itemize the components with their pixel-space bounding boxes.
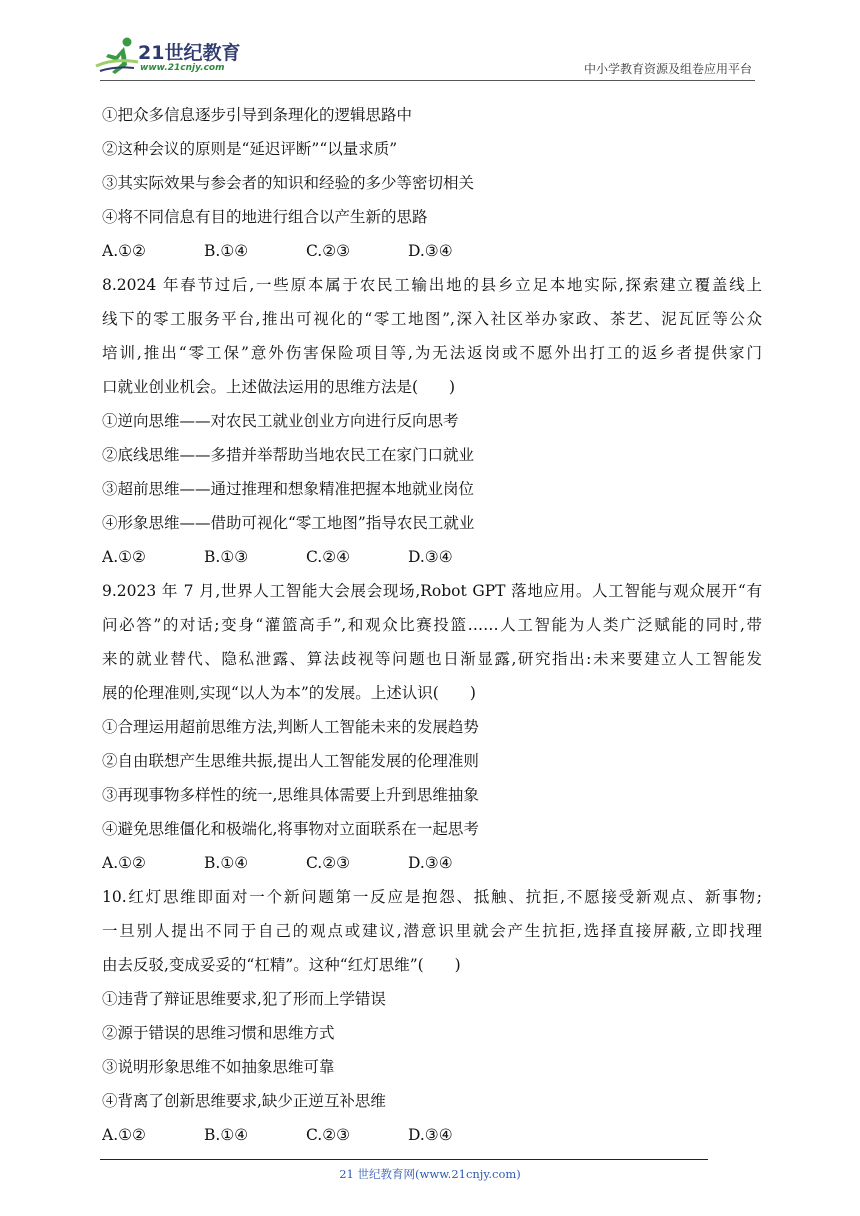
choice-d[interactable]: D.③④ [408,242,453,260]
option-line: ④避免思维僵化和极端化,将事物对立面联系在一起思考 [102,820,479,838]
option-line: ④背离了创新思维要求,缺少正逆互补思维 [102,1092,386,1110]
question-content [102,98,762,1152]
question-stem-line: 线下的零工服务平台,推出可视化的“零工地图”,深入社区举办家政、茶艺、泥瓦匠等公众 [102,310,762,328]
choice-a[interactable]: A.①② [102,1126,146,1144]
option-line: ②底线思维——多措并举帮助当地农民工在家门口就业 [102,446,475,464]
logo-url: www.21cnjy.com [140,63,225,73]
question-stem-line: 展的伦理准则,实现“以人为本”的发展。上述认识( ) [102,684,476,702]
question-stem-line: 一旦别人提出不同于自己的观点或建议,潜意识里就会产生抗拒,选择直接屏蔽,立即找理 [102,922,762,940]
question-stem-line: 问必答”的对话;变身“灌篮高手”,和观众比赛投篮……人工智能为人类广泛赋能的同时,带 [102,616,762,634]
option-line: ①逆向思维——对农民工就业创业方向进行反向思考 [102,412,459,430]
option-line: ④将不同信息有目的地进行组合以产生新的思路 [102,208,428,226]
question-stem-line: 8.2024 年春节过后,一些原本属于农民工输出地的县乡立足本地实际,探索建立覆盖线上 [102,276,762,294]
question-stem-line: 来的就业替代、隐私泄露、算法歧视等问题也日渐显露,研究指出:未来要建立人工智能发 [102,650,762,668]
choice-b[interactable]: B.①④ [204,1126,249,1144]
choice-d[interactable]: D.③④ [408,1126,453,1144]
option-line: ③说明形象思维不如抽象思维可靠 [102,1058,335,1076]
option-line: ④形象思维——借助可视化“零工地图”指导农民工就业 [102,514,475,532]
question-10 [102,880,762,1152]
header-divider [100,80,755,81]
option-line: ②自由联想产生思维共振,提出人工智能发展的伦理准则 [102,752,479,770]
choice-c[interactable]: C.②④ [306,548,351,566]
choice-b[interactable]: B.①③ [204,548,249,566]
question-stem-line: 9.2023 年 7 月,世界人工智能大会展会现场,Robot GPT 落地应用。人工智能与观众展开“有 [102,582,762,600]
option-line: ③其实际效果与参会者的知识和经验的多少等密切相关 [102,174,475,192]
platform-tagline: 中小学教育资源及组卷应用平台 [583,62,752,76]
option-line: ③再现事物多样性的统一,思维具体需要上升到思维抽象 [102,786,479,804]
question-stem-line: 培训,推出“零工保”意外伤害保险项目等,为无法返岗或不愿外出打工的返乡者提供家门 [102,344,762,362]
question-stem-line: 10.红灯思维即面对一个新问题第一反应是抱怨、抵触、抗拒,不愿接受新观点、新事物; [102,888,762,906]
question-7 [102,98,762,268]
question-stem-line: 口就业创业机会。上述做法运用的思维方法是( ) [102,378,456,396]
option-line: ①违背了辩证思维要求,犯了形而上学错误 [102,990,386,1008]
choice-d[interactable]: D.③④ [408,548,453,566]
footer-link[interactable]: 21 世纪教育网(www.21cnjy.com) [339,1167,521,1181]
option-line: ②源于错误的思维习惯和思维方式 [102,1024,335,1042]
choice-d[interactable]: D.③④ [408,854,453,872]
question-stem-line: 由去反驳,变成妥妥的“杠精”。这种“红灯思维”( ) [102,956,461,974]
choice-a[interactable]: A.①② [102,242,146,260]
footer-divider [100,1159,708,1160]
answer-choices [102,846,762,880]
choice-c[interactable]: C.②③ [306,1126,351,1144]
choice-a[interactable]: A.①② [102,548,146,566]
answer-choices [102,1118,762,1152]
question-8 [102,268,762,574]
choice-c[interactable]: C.②③ [306,854,351,872]
choice-b[interactable]: B.①④ [204,242,249,260]
page-header [0,0,860,86]
option-line: ①把众多信息逐步引导到条理化的逻辑思路中 [102,106,413,124]
option-line: ②这种会议的原则是“延迟评断”“以量求质” [102,140,398,158]
answer-choices [102,234,762,268]
runner-logo-icon [94,36,140,76]
logo-text: 21世纪教育 [138,42,241,64]
option-line: ③超前思维——通过推理和想象精准把握本地就业岗位 [102,480,475,498]
choice-b[interactable]: B.①④ [204,854,249,872]
question-9 [102,574,762,880]
choice-a[interactable]: A.①② [102,854,146,872]
site-logo[interactable] [94,36,264,80]
option-line: ①合理运用超前思维方法,判断人工智能未来的发展趋势 [102,718,479,736]
answer-choices [102,540,762,574]
choice-c[interactable]: C.②③ [306,242,351,260]
